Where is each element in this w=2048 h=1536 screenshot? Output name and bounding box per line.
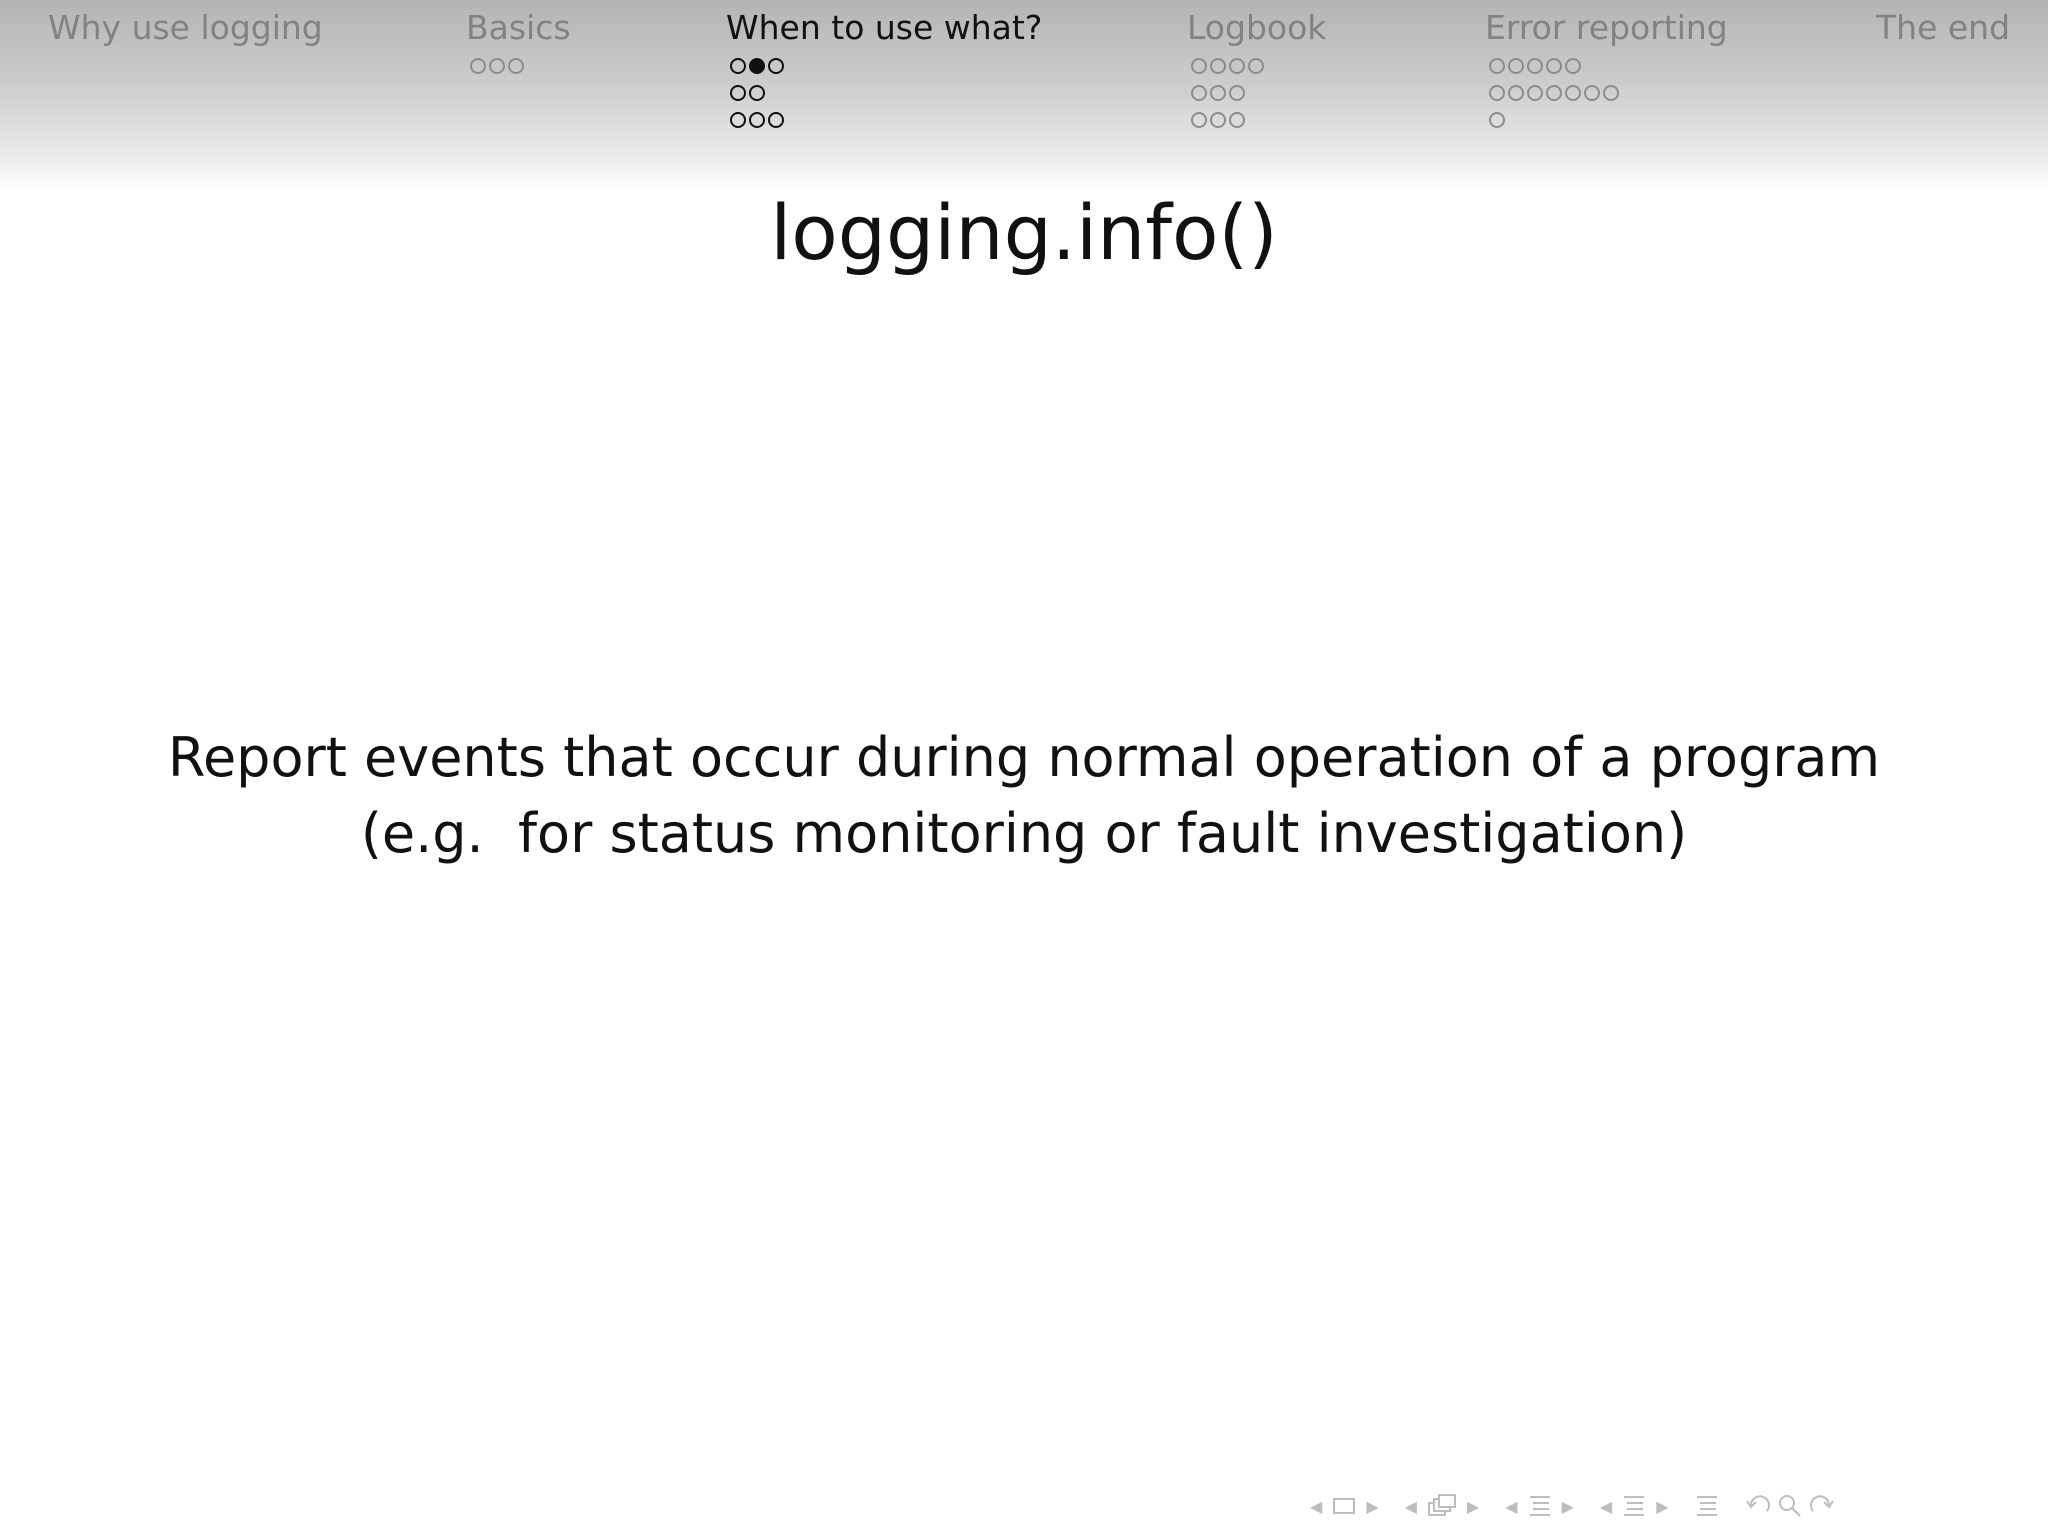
slide-dot[interactable] <box>1191 58 1207 74</box>
subsection-nav-icon[interactable] <box>1427 1493 1457 1519</box>
section-nav-icon[interactable] <box>1528 1493 1552 1519</box>
slide-dot[interactable] <box>489 58 505 74</box>
search-nav <box>1745 1493 1835 1519</box>
slide-body <box>0 720 2048 872</box>
slide-dot[interactable] <box>1546 85 1562 101</box>
dot-row <box>730 106 1042 133</box>
section-title[interactable]: When to use what? <box>726 8 1043 47</box>
slide-dot[interactable] <box>1489 112 1505 128</box>
slide-dot[interactable] <box>730 112 746 128</box>
slide-dot[interactable] <box>1565 58 1581 74</box>
dot-row <box>730 79 1042 106</box>
next-arrow-icon[interactable]: ▶ <box>1366 1496 1379 1516</box>
slide-dot[interactable] <box>768 112 784 128</box>
next-arrow-icon[interactable]: ▶ <box>1656 1496 1669 1516</box>
slide-dot[interactable] <box>1584 85 1600 101</box>
slide-dot[interactable] <box>1248 58 1264 74</box>
slide-dot[interactable] <box>730 85 746 101</box>
slide-dot[interactable] <box>1527 58 1543 74</box>
previous-arrow-icon[interactable]: ◀ <box>1599 1496 1613 1516</box>
section-title[interactable]: Why use logging <box>48 8 323 47</box>
dot-row <box>1489 79 1728 106</box>
slide-dot[interactable] <box>1527 85 1543 101</box>
subsection-dots <box>726 52 1042 133</box>
dot-row <box>1191 106 1326 133</box>
slide-dot[interactable] <box>730 58 746 74</box>
slide-dot[interactable] <box>1546 58 1562 74</box>
subsection-nav[interactable] <box>1405 1493 1480 1519</box>
frame-nav-icon[interactable] <box>1332 1496 1356 1516</box>
nav-section-logbook[interactable] <box>1187 6 1326 133</box>
section-nav[interactable] <box>1505 1493 1574 1519</box>
slide-dot[interactable] <box>1210 58 1226 74</box>
search-icon[interactable] <box>1777 1493 1803 1519</box>
appendix-nav[interactable] <box>1695 1493 1719 1519</box>
back-icon[interactable] <box>1745 1493 1773 1519</box>
slide-dot[interactable] <box>1489 58 1505 74</box>
slide-dot[interactable] <box>508 58 524 74</box>
slide-dot[interactable] <box>470 58 486 74</box>
dot-row <box>1191 79 1326 106</box>
next-arrow-icon[interactable]: ▶ <box>1466 1496 1480 1516</box>
beamer-navigation-symbols <box>1310 1488 1835 1524</box>
navigation-bar <box>0 0 2048 190</box>
slide-dot[interactable] <box>1191 85 1207 101</box>
slide-dot[interactable] <box>1508 58 1524 74</box>
dot-row <box>730 52 1042 79</box>
frame-title: logging.info() <box>770 188 1278 277</box>
dot-row <box>1191 52 1326 79</box>
nav-section-basics[interactable] <box>466 6 571 79</box>
previous-arrow-icon[interactable]: ◀ <box>1404 1496 1417 1516</box>
subsection-dots <box>466 52 571 79</box>
nav-section-why-use-logging[interactable] <box>48 6 323 50</box>
slide-dot[interactable] <box>1191 112 1207 128</box>
slide-nav[interactable] <box>1600 1493 1669 1519</box>
appendix-icon[interactable] <box>1695 1493 1719 1519</box>
nav-section-error-reporting[interactable] <box>1485 6 1728 133</box>
slide-nav-icon[interactable] <box>1622 1493 1646 1519</box>
slide-dot[interactable] <box>1489 85 1505 101</box>
nav-section-when-to-use-what[interactable] <box>726 6 1042 133</box>
subsection-dots <box>1187 52 1326 133</box>
subsection-dots <box>1485 52 1728 133</box>
nav-section-the-end[interactable] <box>1876 6 2010 50</box>
forward-icon[interactable] <box>1807 1493 1835 1519</box>
slide-dot[interactable] <box>1229 85 1245 101</box>
slide-dot[interactable] <box>1565 85 1581 101</box>
slide-dot[interactable] <box>1229 112 1245 128</box>
body-line-2: (e.g. for status monitoring or fault investigation) <box>360 802 1688 865</box>
current-slide-dot[interactable] <box>749 58 765 74</box>
slide-dot[interactable] <box>1603 85 1619 101</box>
slide-dot[interactable] <box>768 58 784 74</box>
dot-row <box>1489 106 1728 133</box>
section-title[interactable]: Logbook <box>1187 8 1327 47</box>
body-line-1: Report events that occur during normal operation of a program <box>167 726 1881 789</box>
slide-dot[interactable] <box>749 85 765 101</box>
slide-dot[interactable] <box>749 112 765 128</box>
previous-arrow-icon[interactable]: ◀ <box>1310 1496 1323 1516</box>
slide-dot[interactable] <box>1210 85 1226 101</box>
dot-row <box>470 52 571 79</box>
frame-nav[interactable] <box>1310 1496 1379 1516</box>
section-title[interactable]: Basics <box>466 8 571 47</box>
section-title[interactable]: Error reporting <box>1485 8 1728 47</box>
slide-dot[interactable] <box>1210 112 1226 128</box>
section-title[interactable]: The end <box>1876 8 2011 47</box>
slide-dot[interactable] <box>1508 85 1524 101</box>
next-arrow-icon[interactable]: ▶ <box>1561 1496 1574 1516</box>
slide-dot[interactable] <box>1229 58 1245 74</box>
previous-arrow-icon[interactable]: ◀ <box>1505 1496 1518 1516</box>
dot-row <box>1489 52 1728 79</box>
